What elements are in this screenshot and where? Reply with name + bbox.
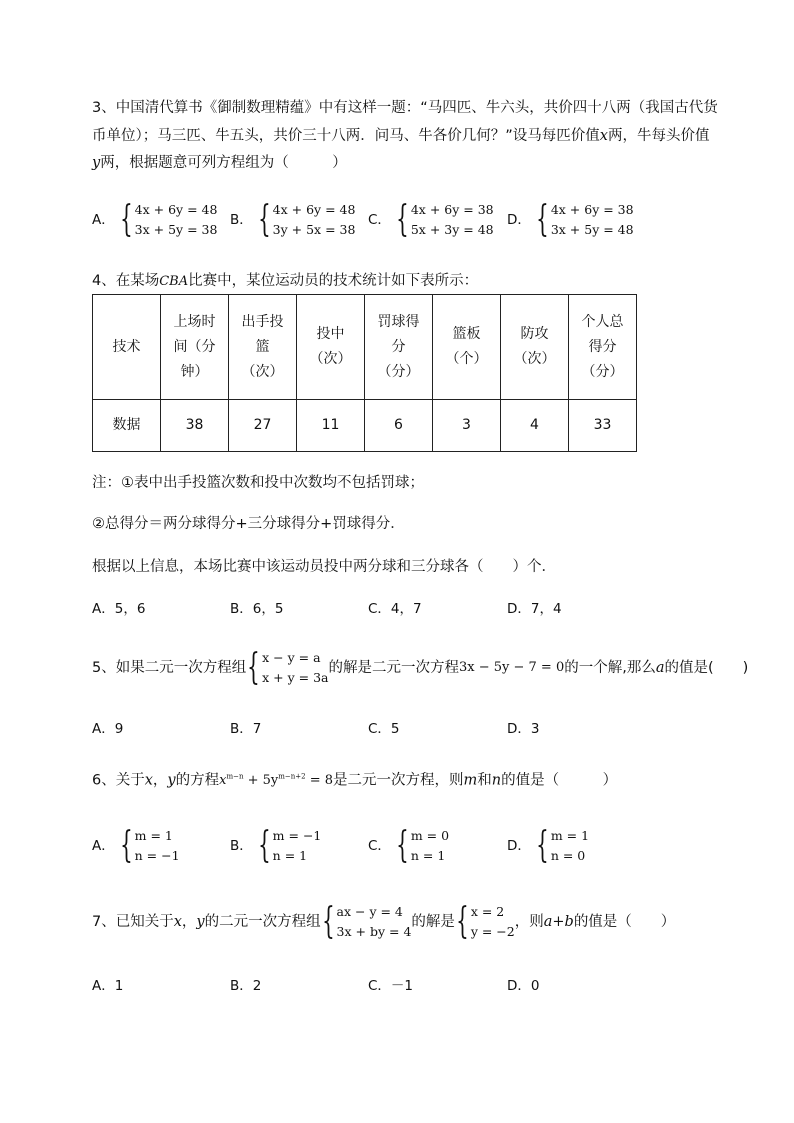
brace-icon: { (247, 647, 260, 688)
stats-table (92, 294, 637, 452)
header-cell: 上场时 间（分 钟） (161, 295, 229, 400)
q5-option-a[interactable]: A．9 (92, 721, 124, 737)
brace-icon: { (119, 199, 133, 240)
header-cell: 罚球得 分 （分） (365, 295, 433, 400)
brace-icon: { (536, 199, 549, 240)
q3-option-a[interactable]: A． { 4x + 6y = 48 3x + 5y = 38 (92, 199, 218, 240)
equation-system: { ax − y = 4 3x + by = 4 (321, 901, 412, 942)
header-cell: 个人总 得分 （分） (569, 295, 637, 400)
q6-line: 6、关于x，y的方程$x^{m-n} + 5y^{m-n+2} = 8$是二元一次方程，则m和n的值是（ ） (92, 772, 618, 789)
q3-option-d[interactable]: D． { 4x + 6y = 38 3x + 5y = 48 (507, 199, 634, 240)
q3-option-c[interactable]: C． { 4x + 6y = 38 5x + 3y = 48 (368, 199, 494, 240)
solution-system: { x = 2 y = −2 (456, 901, 515, 942)
equation-system: { 4x + 6y = 48 3y + 5x = 38 (257, 199, 356, 240)
value-cell: 33 (569, 400, 637, 452)
brace-icon: { (321, 901, 335, 942)
q6-option-d[interactable]: D． { m = 1 n = 0 (507, 825, 590, 866)
equation-system: { 4x + 6y = 38 5x + 3y = 48 (396, 199, 494, 240)
q6-option-a[interactable]: A． { m = 1 n = −1 (92, 825, 180, 866)
q4-note-2: ②总得分＝两分球得分+三分球得分+罚球得分． (92, 516, 405, 532)
q4-option-d[interactable]: D．7，4 (507, 601, 562, 617)
brace-icon: { (119, 825, 133, 866)
equation-system: { m = 0 n = 1 (396, 825, 450, 866)
q4-intro: 4、在某场CBA比赛中，某位运动员的技术统计如下表所示： (92, 273, 479, 289)
table-header-row (93, 295, 637, 400)
value-cell: 38 (161, 400, 229, 452)
q3-option-b[interactable]: B． { 4x + 6y = 48 3y + 5x = 38 (230, 199, 356, 240)
q4-note-1: 注：①表中出手投篮次数和投中次数均不包括罚球； (92, 475, 424, 491)
q6-option-c[interactable]: C． { m = 0 n = 1 (368, 825, 450, 866)
q7-line: 7、已知关于 x ， y 的二元一次方程组 { ax − y = 4 3x + by = 4 的解是 { x = 2 y = −2 ，则 a+b 的值是（ ） (92, 901, 676, 942)
q4-question: 根据以上信息，本场比赛中该运动员投中两分球和三分球各（ ）个． (92, 559, 556, 575)
q5-line: 5、如果二元一次方程组 { x − y = a x + y = 3a 的解是二元一次方程 3x − 5y − 7 = 0 的一个解,那么 a 的值是( ) (92, 647, 749, 688)
q3-line-1: 3、中国清代算书《御制数理精蕴》中有这样一题：“马四匹、牛六头，共价四十八两（我国古代货 (92, 100, 718, 116)
q3-line-3: y两，根据题意可列方程组为（ ） (92, 155, 347, 171)
header-cell: 出手投 篮 （次） (229, 295, 297, 400)
equation-system: { m = 1 n = 0 (536, 825, 590, 866)
q5-option-c[interactable]: C．5 (368, 721, 400, 737)
equation-system: { x − y = a x + y = 3a (247, 647, 329, 688)
header-cell: 防攻 （次） (501, 295, 569, 400)
q6-option-b[interactable]: B． { m = −1 n = 1 (230, 825, 322, 866)
value-cell: 27 (229, 400, 297, 452)
q7-option-c[interactable]: C．－1 (368, 978, 414, 994)
brace-icon: { (396, 825, 409, 866)
q7-option-d[interactable]: D．0 (507, 978, 540, 994)
brace-icon: { (536, 825, 549, 866)
value-cell: 11 (297, 400, 365, 452)
q4-option-a[interactable]: A．5，6 (92, 601, 146, 617)
value-cell: 6 (365, 400, 433, 452)
row-label-cell: 数据 (93, 400, 161, 452)
brace-icon: { (257, 199, 271, 240)
equation-system: { 4x + 6y = 48 3x + 5y = 38 (119, 199, 218, 240)
brace-icon: { (456, 901, 469, 942)
header-cell: 篮板 （个） (433, 295, 501, 400)
table-row (93, 400, 637, 452)
brace-icon: { (257, 825, 271, 866)
q3-line-2: 币单位）；马三匹、牛五头，共价三十八两．问马、牛各价几何？”设马每匹价值x两，牛每头价值 (92, 128, 710, 144)
equation-system: { m = −1 n = 1 (257, 825, 322, 866)
value-cell: 3 (433, 400, 501, 452)
brace-icon: { (396, 199, 409, 240)
q7-option-a[interactable]: A．1 (92, 978, 124, 994)
q7-option-b[interactable]: B．2 (230, 978, 262, 994)
q4-option-b[interactable]: B．6，5 (230, 601, 284, 617)
equation-system: { m = 1 n = −1 (119, 825, 180, 866)
q5-option-d[interactable]: D．3 (507, 721, 540, 737)
value-cell: 4 (501, 400, 569, 452)
q5-option-b[interactable]: B．7 (230, 721, 262, 737)
q6-equation: $x^{m-n} + 5y^{m-n+2} = 8$ (219, 773, 334, 789)
equation-system: { 4x + 6y = 38 3x + 5y = 48 (536, 199, 634, 240)
header-cell: 投中 （次） (297, 295, 365, 400)
q4-option-c[interactable]: C．4，7 (368, 601, 422, 617)
header-cell: 技术 (93, 295, 161, 400)
